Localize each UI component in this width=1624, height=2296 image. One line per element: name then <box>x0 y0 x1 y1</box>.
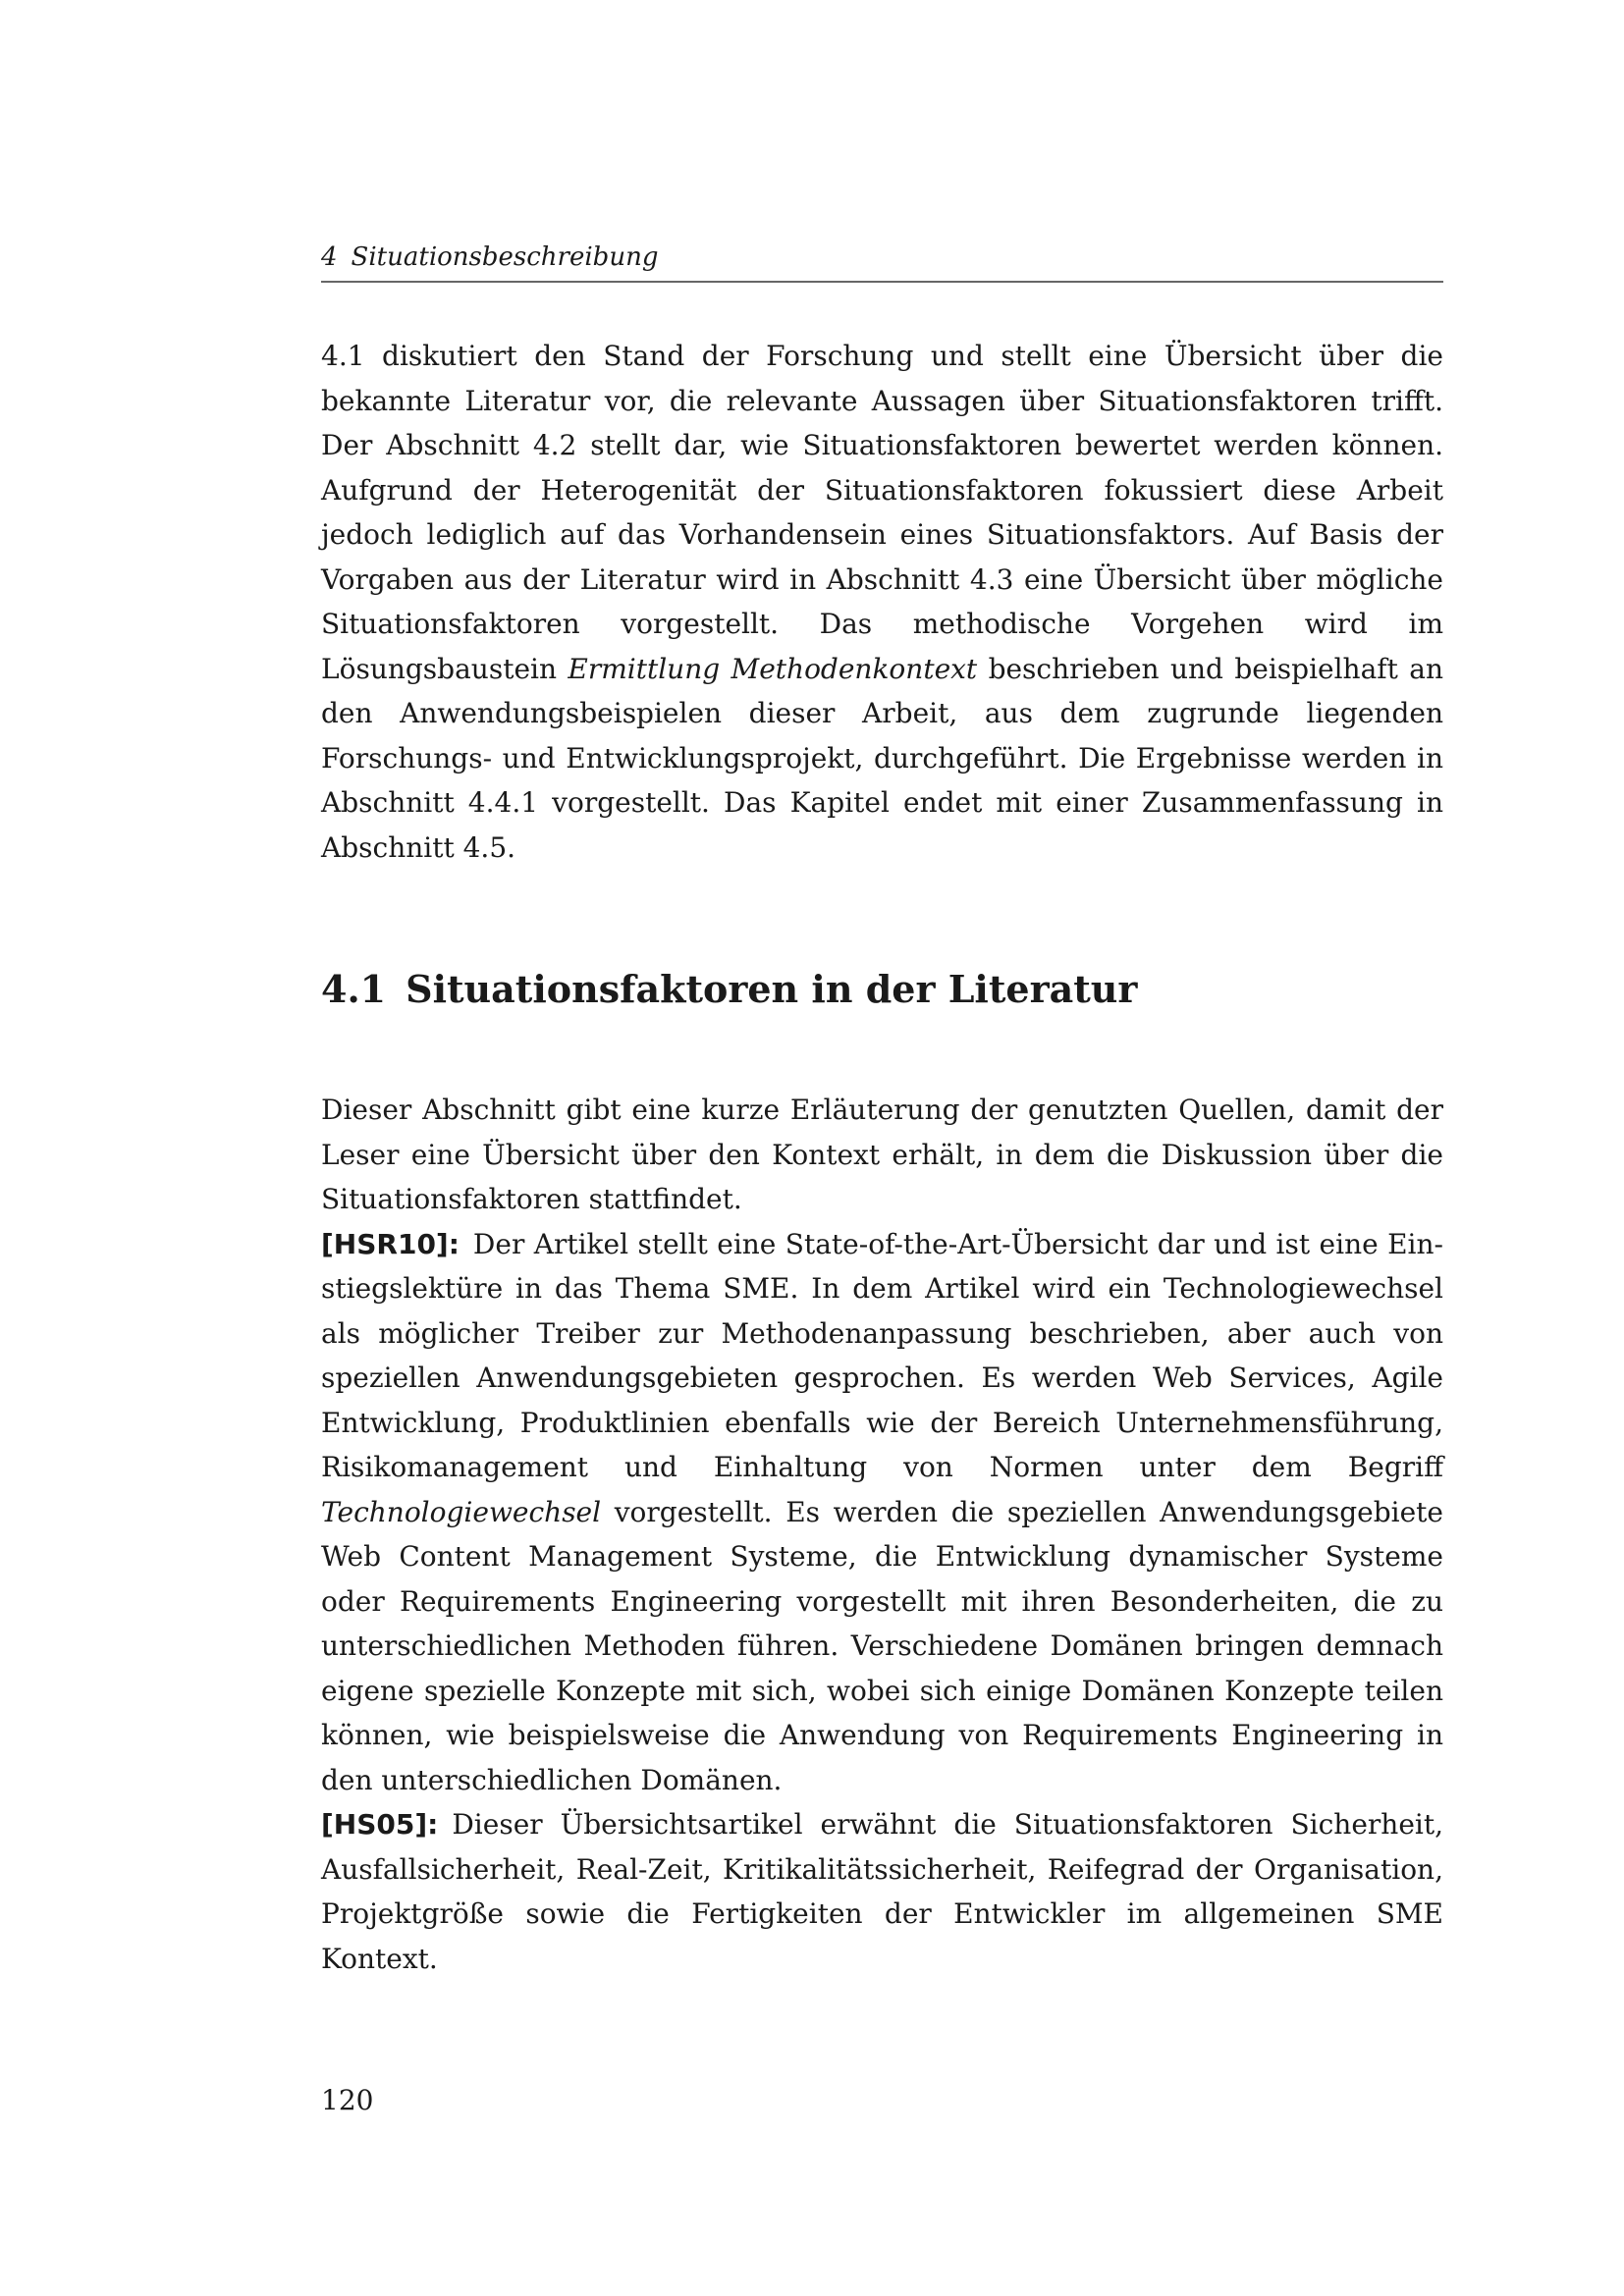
entry-emphasis: Technologiewechsel <box>321 1495 602 1528</box>
section-title: Situationsfaktoren in der Literatur <box>406 967 1138 1011</box>
entry-text-part2: vorgestellt. Es werden die speziellen Anwendungsgebiete Web Content Management Systeme, die Entwicklung dynamischer Systeme oder Requirements Engineering vorgestellt mit ihren Besonderheiten, die zu unterschiedlichen Methoden führen. Verschiedene Domänen bringen demnach eigene spezielle Konzepte mit sich, wobei sich einige Domänen Konzepte teilen können, wie beispielsweise die Anwendung von Requirements Engineering in den unterschiedlichen Domänen. <box>321 1495 1443 1796</box>
entry-text: Dieser Übersichtsartikel erwähnt die Situationsfaktoren Sicherheit, Ausfallsicherheit, Real-Zeit, Kritikalitätssicherheit, Reifegrad der Organisation, Projektgröße sowie die Fertigkeiten der Entwickler im allgemeinen SME Kontext. <box>321 1808 1443 1975</box>
chapter-number: 4 <box>321 242 338 272</box>
running-header <box>321 241 1443 283</box>
chapter-title: Situationsbeschreibung <box>351 242 659 272</box>
entry-text-part1: Der Artikel stellt eine State-of-the-Art-Übersicht dar und ist eine Einstiegslektüre in das Thema SME. In dem Artikel wird ein Technologiewechsel als möglicher Treiber zur Methodenanpassung beschrieben, aber auch von speziellen Anwendungsgebieten gesprochen. Es werden Web Services, Agile Entwicklung, Produktlinien ebenfalls wie der Bereich Unternehmensführung, Risikomanagement und Einhaltung von Normen unter dem Begriff <box>321 1227 1443 1483</box>
section-number: 4.1 <box>321 967 387 1011</box>
intro-text-part2: beschrieben und beispielhaft an den Anwendungsbeispielen dieser Arbeit, aus dem zugrunde liegenden Forschungs- und Entwicklungsprojekt, durchgeführt. Die Ergebnisse werden in Abschnitt 4.4.1 vorgestellt. Das Kapitel endet mit einer Zusammenfassung in Abschnitt 4.5. <box>321 652 1443 864</box>
page-body <box>321 334 1443 1981</box>
intro-emphasis: Ermittlung Methodenkontext <box>568 652 978 685</box>
section-intro-paragraph: Dieser Abschnitt gibt eine kurze Erläuterung der genutzten Quellen, damit der Leser eine Übersicht über den Kontext erhält, in dem die Diskussion über die Situationsfaktoren stattfindet. <box>321 1094 1443 1215</box>
intro-text-part1: 4.1 diskutiert den Stand der Forschung und stellt eine Übersicht über die bekannte Literatur vor, die relevante Aussagen über Situationsfaktoren trifft. Der Abschnitt 4.2 stellt dar, wie Situationsfaktoren bewertet werden können. Aufgrund der Heterogenität der Situationsfaktoren fokussiert diese Arbeit jedoch lediglich auf das Vorhandensein eines Situationsfaktors. Auf Basis der Vorgaben aus der Literatur wird in Abschnitt 4.3 eine Übersicht über mögliche Situationsfaktoren vorgestellt. Das methodische Vorgehen wird im Lösungsbaustein <box>321 340 1443 685</box>
section-heading <box>321 966 1443 1013</box>
bibliography-entry-hs05 <box>321 1802 1443 1981</box>
citation-key: [HS05]: <box>321 1808 439 1841</box>
page-number: 120 <box>321 2084 374 2116</box>
citation-key: [HSR10]: <box>321 1227 460 1260</box>
intro-paragraph <box>321 334 1443 870</box>
bibliography-entry-hsr10 <box>321 1222 1443 1803</box>
